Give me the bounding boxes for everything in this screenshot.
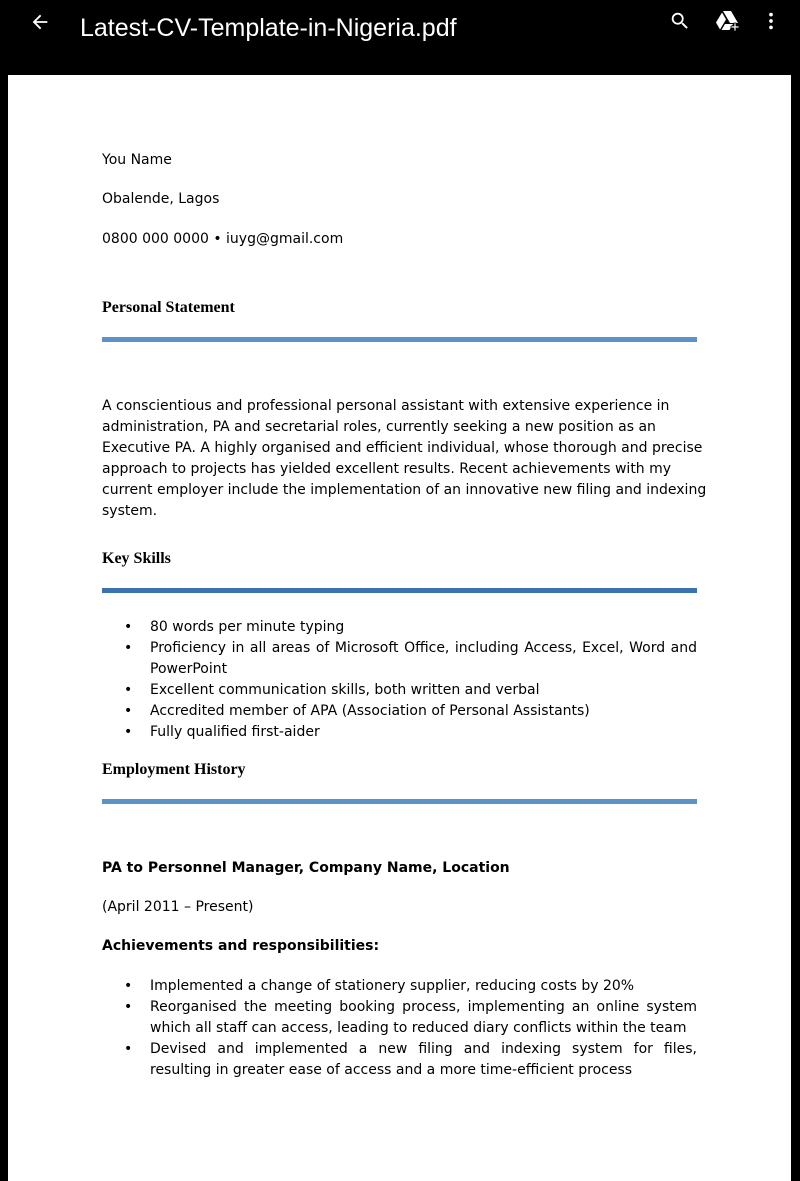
achievements-heading: Achievements and responsibilities: [102,938,380,954]
list-item: • Implemented a change of stationery supplier, reducing costs by 20% [102,976,697,997]
pdf-page[interactable] [8,75,791,1181]
list-item: • Excellent communication skills, both written and verbal [102,680,697,701]
employment-history-heading: Employment History [102,761,246,778]
list-item: • Fully qualified first-aider [102,722,697,743]
list-item: • Accredited member of APA (Association of Personal Assistants) [102,701,697,722]
job-title: PA to Personnel Manager, Company Name, Location [102,860,510,876]
personal-statement-heading: Personal Statement [102,299,235,316]
section-divider [102,799,697,804]
key-skills-list [102,617,697,743]
more-vert-icon [760,10,782,32]
section-divider [102,588,697,593]
search-button[interactable] [665,6,695,36]
more-options-button[interactable] [756,6,786,36]
add-to-drive-icon [715,9,741,33]
cv-address: Obalende, Lagos [102,191,220,207]
back-button[interactable] [24,6,56,38]
job-dates: (April 2011 – Present) [102,899,254,915]
list-item: • Reorganised the meeting booking process, implementing an online system which all staff can access, leading to reduced diary conflicts within the team [102,997,697,1039]
add-to-drive-button[interactable] [713,6,743,36]
key-skills-heading: Key Skills [102,550,171,567]
search-icon [669,10,691,32]
list-item: • 80 words per minute typing [102,617,697,638]
achievements-list [102,976,697,1081]
cv-name: You Name [102,152,172,168]
list-item: • Proficiency in all areas of Microsoft Office, including Access, Excel, Word and PowerPoint [102,638,697,680]
list-item: • Devised and implemented a new filing and indexing system for files, resulting in greater ease of access and a more time-efficient process [102,1039,697,1081]
cv-contact: 0800 000 0000 • iuyg@gmail.com [102,231,344,247]
arrow-back-icon [29,11,51,33]
pdf-viewer-toolbar [0,0,800,75]
personal-statement-text: A conscientious and professional personal assistant with extensive experience in administration, PA and secretarial roles, currently seeking a new position as an Executive PA. A highly organised and efficient individual, whose thorough and precise approach to projects has yielded excellent results. Recent achievements with my current employer include the implementation of an innovative new filing and indexing system. [102,398,707,519]
document-title: Latest-CV-Template-in-Nigeria.pdf [80,14,457,42]
section-divider [102,337,697,342]
